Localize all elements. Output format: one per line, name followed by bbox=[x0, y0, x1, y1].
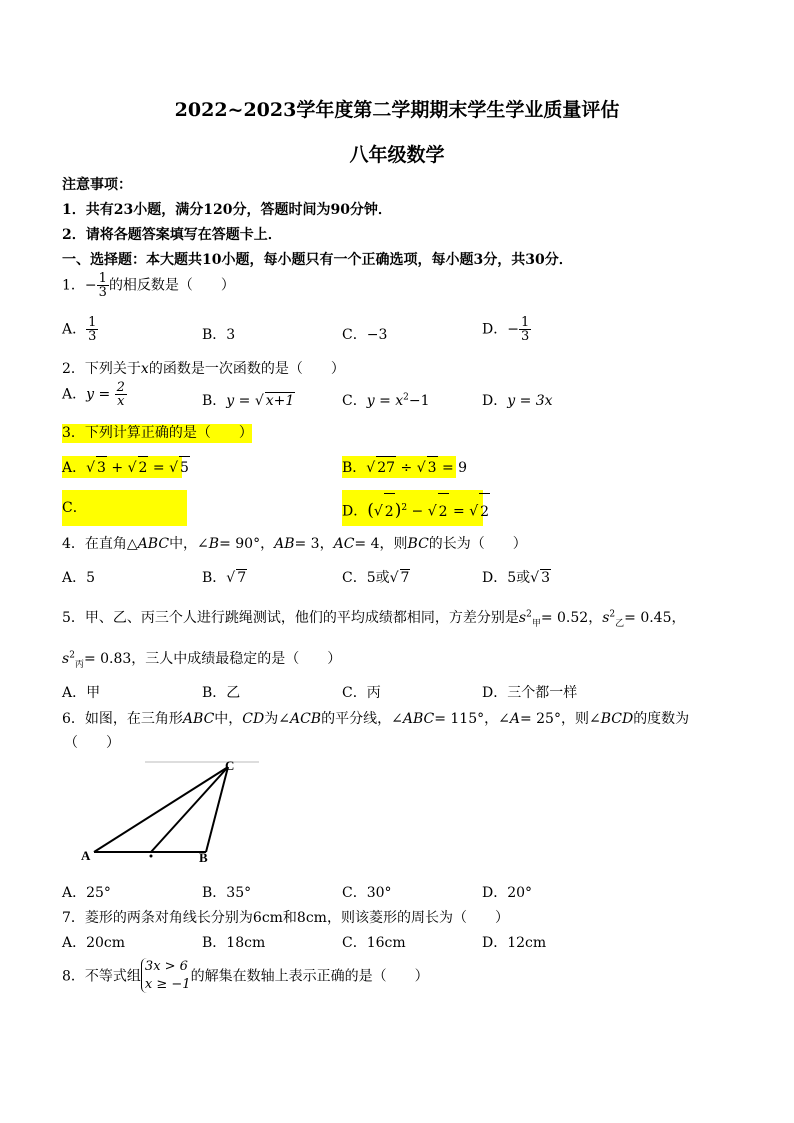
notes-item-1: 1．共有23小题，满分120分，答题时间为90分钟． bbox=[62, 202, 392, 218]
question-1-option-b: B．3 bbox=[202, 327, 236, 343]
question-6-option-c: C．30° bbox=[342, 885, 392, 901]
question-5-option-b: B．乙 bbox=[202, 685, 241, 701]
label-a: A bbox=[81, 848, 91, 863]
question-2-option-d: D．y = 3x bbox=[482, 393, 553, 409]
question-4-option-c: C．5或√ 7 bbox=[342, 570, 410, 586]
question-7-option-c: C．16cm bbox=[342, 935, 406, 951]
question-4-stem: 4．在直角△ABC中，∠B= 90°，AB= 3，AC= 4，则BC的长为（ ） bbox=[62, 536, 527, 552]
question-7-option-d: D．12cm bbox=[482, 935, 547, 951]
question-3-option-b: B．√ 27 ÷ √ 3 = 9 bbox=[342, 456, 456, 478]
question-6-stem: 6．如图，在三角形ABC中，CD为∠ACB的平分线，∠ABC= 115°，∠A= 25°，则∠BCD的度数为 bbox=[62, 711, 690, 727]
question-5-option-a: A．甲 bbox=[62, 685, 101, 701]
question-7-stem: 7．菱形的两条对角线长分别为6cm和8cm，则该菱形的周长为（ ） bbox=[62, 910, 509, 926]
question-2-option-a: A．y = $\frac{2}{x}$ bbox=[62, 380, 125, 409]
question-6-option-b: B．35° bbox=[202, 885, 252, 901]
fraction: $\frac{1}{3}$ bbox=[98, 271, 107, 300]
question-5-stem-line-1: 5．甲、乙、丙三个人进行跳绳测试，他们的平均成绩都相同，方差分别是$s^2_甲= 0.52$，$s^2_乙= 0.45$， bbox=[62, 609, 686, 629]
section-1-heading: 一、选择题：本大题共10小题，每小题只有一个正确选项，每小题3分，共30分． bbox=[62, 252, 573, 268]
label-b: B bbox=[199, 850, 208, 865]
question-2-option-b: B．y = √ x+1 bbox=[202, 393, 295, 409]
question-4-option-b: B．√ 7 bbox=[202, 570, 247, 586]
question-5-option-d: D．三个都一样 bbox=[482, 685, 578, 701]
point-d-mark bbox=[150, 855, 153, 858]
notes-item-2: 2．请将各题答案填写在答题卡上． bbox=[62, 227, 282, 243]
label-c: C bbox=[225, 758, 235, 773]
question-4-option-d: D．5或√ 3 bbox=[482, 570, 550, 586]
triangle-figure bbox=[75, 750, 265, 870]
inequality-system: 3x > 6 x ≥ −1 bbox=[141, 958, 191, 993]
question-6-option-a: A．25° bbox=[62, 885, 111, 901]
question-6-option-d: D．20° bbox=[482, 885, 533, 901]
question-3-stem: 3．下列计算正确的是（ ） bbox=[62, 425, 253, 441]
question-3-option-d: D．(√ 2)$^2$ − √ 2 = √ 2 bbox=[342, 490, 483, 526]
question-1-option-a: A． $\frac{1}{3}$ bbox=[62, 315, 97, 344]
question-7-option-a: A．20cm bbox=[62, 935, 126, 951]
question-8-stem: 8．不等式组 3x > 6 x ≥ −1 的解集在数轴上表示正确的是（ ） bbox=[62, 959, 429, 992]
question-2-stem: 2．下列关于x的函数是一次函数的是（ ） bbox=[62, 361, 345, 377]
question-3-option-a: A．√ 3 + √ 2 = √ 5 bbox=[62, 456, 182, 478]
question-1-stem: 1．− $\frac{1}{3}$ 的相反数是（ ） bbox=[62, 271, 235, 300]
question-5-stem-line-2: $s^2_丙= 0.83$，三人中成绩最稳定的是（ ） bbox=[62, 650, 342, 670]
question-6-answer-paren: （ ） bbox=[64, 735, 120, 751]
question-1-option-d: D．− $\frac{1}{3}$ bbox=[482, 315, 530, 344]
notes-heading: 注意事项： bbox=[62, 177, 132, 193]
question-1-option-c: C．−3 bbox=[342, 327, 388, 343]
question-4-option-a: A．5 bbox=[62, 570, 96, 586]
exam-title: 2022~2023学年度第二学期期末学生学业质量评估 bbox=[174, 99, 620, 121]
side-ac bbox=[94, 767, 228, 852]
exam-subtitle: 八年级数学 bbox=[349, 144, 445, 166]
question-7-option-b: B．18cm bbox=[202, 935, 266, 951]
question-5-option-c: C．丙 bbox=[342, 685, 381, 701]
question-3-option-c: C． bbox=[62, 490, 187, 526]
question-2-option-c: C．$y = x^2-1$ bbox=[342, 392, 430, 409]
